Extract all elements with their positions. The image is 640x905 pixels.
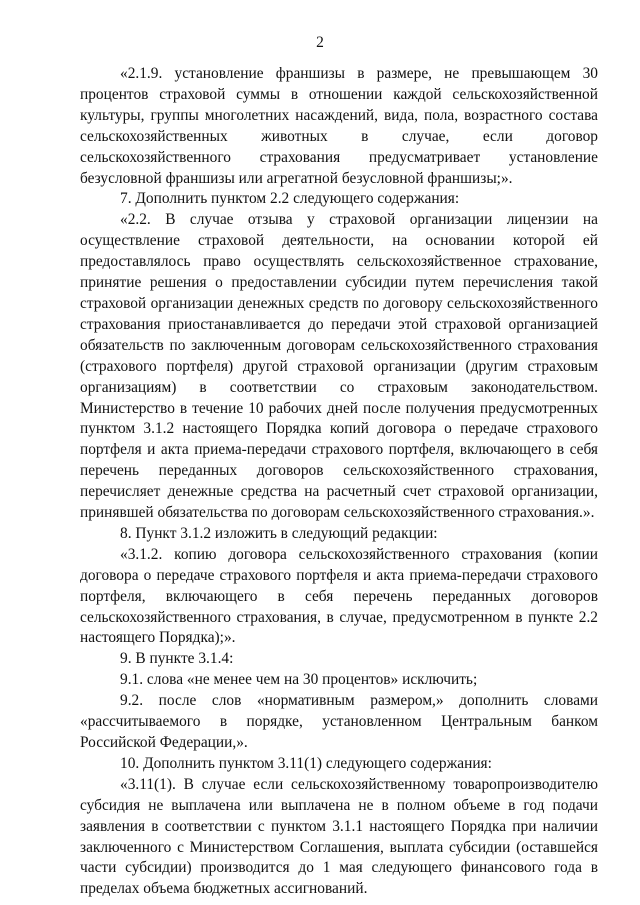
paragraph-item-9-1: 9.1. слова «не менее чем на 30 процентов» исключить; <box>120 671 478 689</box>
document-body <box>80 64 598 900</box>
paragraph-item-9-2: 9.2. после слов «нормативным размером,» дополнить словами «рассчитываемого в порядке, установленном Центральным банком Российской Федерации,». <box>80 692 598 751</box>
paragraph-2-2: «2.2. В случае отзыва у страховой организации лицензии на осуществление страховой деятельности, на основании которой ей предоставлялось право осуществлять сельскохозяйственное страхование, принятие решения о предоставлении субсидии путем перечисления такой страховой организации денежных средств по договору сельскохозяйственного страхования приостанавливается до передачи этой страховой организацией обязательств по заключенным договорам сельскохозяйственного страхования (страхового портфеля) другой страховой организации (другим страховым организациям) в соответствии со страховым законодательством. Министерство в течение 10 рабочих дней после получения предусмотренных пунктом 3.1.2 настоящего Порядка копий договора о передаче страхового портфеля и акта приема-передачи страхового портфеля, включающего в себя перечень переданных договоров сельскохозяйственного страхования, перечисляет денежные средства на расчетный счет страховой организации, принявшей обязательства по договорам сельскохозяйственного страхования.». <box>80 211 598 522</box>
paragraph-item-10: 10. Дополнить пунктом 3.11(1) следующего содержания: <box>120 754 492 772</box>
paragraph-2-1-9: «2.1.9. установление франшизы в размере, не превышающем 30 процентов страховой суммы в отношении каждой сельскохозяйственной культуры, группы многолетних насаждений, вида, пола, возрастного состава сельскохозяйственных животных в случае, если договор сельскохозяйственного страхования предусматривает установление безусловной франшизы или агрегатной безусловной франшизы;». <box>80 65 598 187</box>
paragraph-item-9: 9. В пункте 3.1.4: <box>120 650 234 668</box>
paragraph-item-8: 8. Пункт 3.1.2 изложить в следующий редакции: <box>120 524 438 542</box>
page-number: 2 <box>316 34 324 51</box>
paragraph-item-7: 7. Дополнить пунктом 2.2 следующего содержания: <box>120 190 460 208</box>
paragraph-3-11-1: «3.11(1). В случае если сельскохозяйственному товаропроизводителю субсидия не выплачена или выплачена не в полном объеме в год подачи заявления в соответствии с пунктом 3.1.1 настоящего Порядка при наличии заключенного с Министерством Соглашения, выплата субсидии (оставшейся части субсидии) производится до 1 мая следующего финансового года в пределах объема бюджетных ассигнований. <box>80 775 598 898</box>
paragraph-3-1-2: «3.1.2. копию договора сельскохозяйственного страхования (копии договора о передаче страхового портфеля и акта приема-передачи страхового портфеля, включающего в себя перечень переданных договоров сельскохозяйственного страхования, в случае, предусмотренном в пункте 2.2 настоящего Порядка);». <box>80 545 598 647</box>
